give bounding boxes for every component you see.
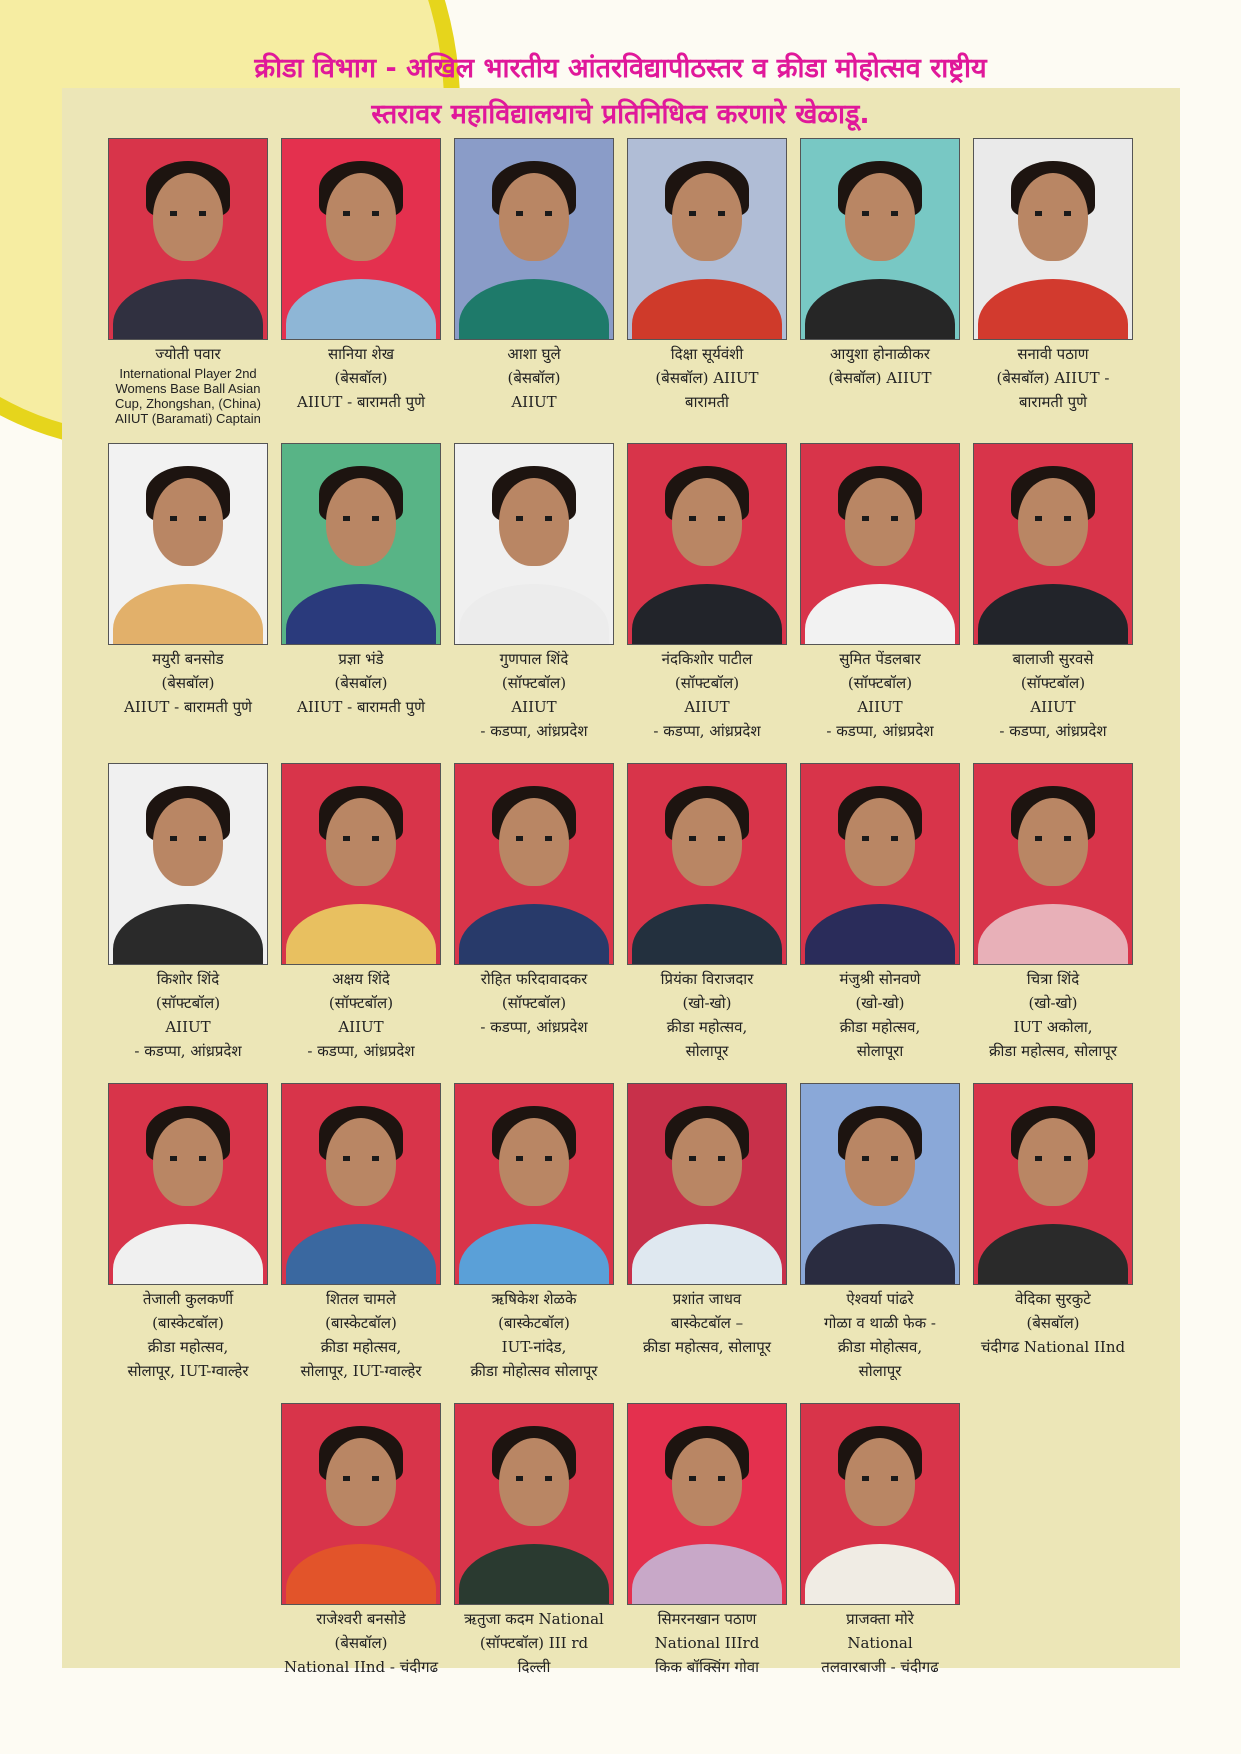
player-detail: क्रीडा महोत्सव, [320, 1338, 402, 1356]
player-detail: AIIUT - बारामती पुणे [297, 393, 425, 411]
title-line-1: क्रीडा विभाग - अखिल भारतीय आंतरविद्यापीठस्तर व क्रीडा मोहोत्सव राष्ट्रीय [254, 53, 987, 84]
player-detail: (बेसबॉल) [507, 369, 561, 387]
photo-body [632, 1544, 782, 1605]
player-name: सानिया शेख [327, 345, 395, 363]
player-name: ऋषिकेश शेळके [491, 1290, 577, 1308]
photo-head [672, 798, 742, 886]
player-detail: AIIUT [1030, 698, 1076, 716]
photo-eyes [862, 836, 898, 841]
photo-eyes [1035, 836, 1071, 841]
player-detail: (बेसबॉल) [334, 369, 388, 387]
photo-head [153, 478, 223, 566]
photo-head [845, 798, 915, 886]
photo-body [113, 904, 263, 965]
photo-eyes [170, 1156, 206, 1161]
photo-head [845, 1118, 915, 1206]
photo-head [153, 173, 223, 261]
photo-body [978, 279, 1128, 340]
player-detail: (बेसबॉल) [334, 674, 388, 692]
photo-eyes [343, 1476, 379, 1481]
player-card [454, 763, 614, 1039]
player-detail: क्रीडा महोत्सव, [147, 1338, 229, 1356]
player-detail: AIIUT [857, 698, 903, 716]
player-name: राजेश्वरी बनसोडे [316, 1610, 406, 1628]
player-detail: तलवारबाजी - चंदीगढ [821, 1658, 939, 1676]
player-photo [281, 443, 441, 645]
player-name: ऋतुजा कदम National [464, 1610, 604, 1628]
player-card [454, 138, 614, 414]
player-detail: - कडप्पा, आंध्रप्रदेश [999, 722, 1107, 740]
player-detail: (सॉफ्टबॉल) [501, 674, 567, 692]
player-photo [281, 763, 441, 965]
player-detail: National IIIrd [654, 1634, 760, 1652]
player-detail: (बास्केटबॉल) [152, 1314, 224, 1332]
photo-body [632, 279, 782, 340]
player-detail: - कडप्पा, आंध्रप्रदेश [653, 722, 761, 740]
player-detail: (सॉफ्टबॉल) [155, 994, 221, 1012]
photo-body [286, 904, 436, 965]
photo-body [459, 1224, 609, 1285]
photo-body [632, 584, 782, 645]
player-card [800, 1083, 960, 1383]
player-card [454, 443, 614, 743]
photo-eyes [516, 211, 552, 216]
player-name: आशा घुले [507, 345, 561, 363]
player-detail: (बेसबॉल) AIIUT [655, 369, 759, 387]
photo-body [113, 279, 263, 340]
player-photo [627, 763, 787, 965]
player-detail: (खो-खो) [855, 994, 905, 1012]
photo-eyes [689, 516, 725, 521]
player-detail: - कडप्पा, आंध्रप्रदेश [307, 1042, 415, 1060]
player-name: मंजुश्री सोनवणे [839, 970, 921, 988]
player-detail: AIIUT [165, 1018, 211, 1036]
player-card [800, 138, 960, 390]
photo-body [978, 904, 1128, 965]
player-card [281, 443, 441, 719]
player-detail: (बेसबॉल) [334, 1634, 388, 1652]
photo-eyes [343, 516, 379, 521]
photo-head [1018, 173, 1088, 261]
player-detail: IUT अकोला, [1013, 1018, 1093, 1036]
player-photo [973, 443, 1133, 645]
player-detail: क्रीडा महोत्सव, [666, 1018, 748, 1036]
player-name: सुमित पेंडलबार [839, 650, 921, 668]
player-name: दिक्षा सूर्यवंशी [670, 345, 744, 363]
player-detail: (सॉफ्टबॉल) [674, 674, 740, 692]
photo-body [459, 904, 609, 965]
player-photo [454, 443, 614, 645]
player-card [627, 138, 787, 414]
player-photo [281, 138, 441, 340]
photo-eyes [343, 1156, 379, 1161]
photo-eyes [1035, 211, 1071, 216]
player-card [454, 1403, 614, 1679]
photo-body [805, 1544, 955, 1605]
title-line-2: स्तरावर महाविद्यालयाचे प्रतिनिधित्व करणारे खेळाडू. [371, 99, 870, 130]
photo-eyes [689, 836, 725, 841]
photo-head [672, 1438, 742, 1526]
photo-body [805, 904, 955, 965]
player-detail: क्रीडा महोत्सव, सोलापूर [989, 1042, 1117, 1060]
photo-head [326, 798, 396, 886]
player-card [973, 443, 1133, 743]
player-detail: सोलापूर [685, 1042, 729, 1060]
photo-eyes [689, 1476, 725, 1481]
photo-head [326, 478, 396, 566]
player-card [281, 1083, 441, 1383]
player-detail: (सॉफ्टबॉल) [328, 994, 394, 1012]
photo-head [326, 1438, 396, 1526]
photo-head [499, 798, 569, 886]
player-detail: सोलापूर, IUT-ग्वाल्हेर [300, 1362, 422, 1380]
player-detail: सोलापूरा [856, 1042, 904, 1060]
photo-eyes [862, 516, 898, 521]
photo-body [286, 1544, 436, 1605]
player-name: किशोर शिंदे [156, 970, 220, 988]
photo-eyes [170, 211, 206, 216]
player-detail: क्रीडा मोहोत्सव, [837, 1338, 923, 1356]
player-detail: National IInd - चंदीगढ [283, 1658, 439, 1676]
photo-eyes [862, 1476, 898, 1481]
player-photo [800, 443, 960, 645]
photo-body [805, 584, 955, 645]
photo-head [845, 478, 915, 566]
photo-body [459, 1544, 609, 1605]
player-detail: क्रीडा मोहोत्सव सोलापूर [470, 1362, 598, 1380]
player-detail: चंदीगढ National IInd [980, 1338, 1126, 1356]
player-detail: (खो-खो) [1028, 994, 1078, 1012]
player-detail: बास्केटबॉल – [670, 1314, 744, 1332]
photo-body [459, 584, 609, 645]
photo-head [1018, 1118, 1088, 1206]
player-photo [627, 443, 787, 645]
player-detail: (बेसबॉल) [1026, 1314, 1080, 1332]
photo-eyes [343, 211, 379, 216]
player-photo [281, 1403, 441, 1605]
player-name: वेदिका सुरकुटे [1015, 1290, 1091, 1308]
player-photo [973, 1083, 1133, 1285]
photo-eyes [689, 211, 725, 216]
photo-head [326, 1118, 396, 1206]
photo-eyes [516, 516, 552, 521]
page-title [0, 46, 1241, 138]
photo-head [672, 1118, 742, 1206]
player-detail: AIIUT - बारामती पुणे [124, 698, 252, 716]
player-photo [627, 1083, 787, 1285]
photo-head [499, 478, 569, 566]
player-photo [454, 763, 614, 965]
player-name: नंदकिशोर पाटील [661, 650, 753, 668]
photo-eyes [1035, 1156, 1071, 1161]
photo-head [672, 173, 742, 261]
photo-body [286, 1224, 436, 1285]
player-photo [627, 1403, 787, 1605]
player-card [800, 763, 960, 1063]
player-card [800, 443, 960, 743]
player-detail: (सॉफ्टबॉल) III rd [479, 1634, 589, 1652]
player-detail: AIIUT [511, 698, 557, 716]
photo-head [153, 798, 223, 886]
player-photo [800, 763, 960, 965]
player-name: प्रज्ञा भंडे [338, 650, 384, 668]
player-detail: National [847, 1634, 913, 1652]
photo-head [845, 1438, 915, 1526]
player-detail: सोलापूर, IUT-ग्वाल्हेर [127, 1362, 249, 1380]
photo-body [459, 279, 609, 340]
player-photo [281, 1083, 441, 1285]
photo-head [1018, 798, 1088, 886]
player-card [627, 443, 787, 743]
player-photo [454, 138, 614, 340]
player-card [281, 763, 441, 1063]
photo-eyes [516, 836, 552, 841]
player-photo [627, 138, 787, 340]
photo-body [978, 584, 1128, 645]
player-photo [108, 1083, 268, 1285]
player-card [108, 1083, 268, 1383]
player-card [454, 1083, 614, 1383]
player-photo [454, 1403, 614, 1605]
player-photo [800, 1403, 960, 1605]
player-name: तेजाली कुलकर्णी [142, 1290, 234, 1308]
photo-eyes [689, 1156, 725, 1161]
player-detail: AIIUT [338, 1018, 384, 1036]
player-name: ऐश्वर्या पांढरे [846, 1290, 914, 1308]
player-detail: (बास्केटबॉल) [325, 1314, 397, 1332]
player-card [108, 763, 268, 1063]
player-photo [973, 138, 1133, 340]
player-name: अक्षय शिंदे [332, 970, 390, 988]
player-card [108, 443, 268, 719]
player-name: प्रशांत जाधव [672, 1290, 742, 1308]
player-card [973, 1083, 1133, 1359]
player-photo [454, 1083, 614, 1285]
player-detail: सोलापूर [858, 1362, 902, 1380]
photo-head [326, 173, 396, 261]
photo-body [978, 1224, 1128, 1285]
player-photo [800, 138, 960, 340]
player-photo [973, 763, 1133, 965]
player-detail: (सॉफ्टबॉल) [847, 674, 913, 692]
player-detail: किक बॉक्सिंग गोवा [654, 1658, 760, 1676]
player-detail: बारामती पुणे [1018, 393, 1087, 411]
player-detail: - कडप्पा, आंध्रप्रदेश [134, 1042, 242, 1060]
player-card [973, 763, 1133, 1063]
photo-body [286, 279, 436, 340]
player-photo [108, 138, 268, 340]
player-name: बालाजी सुरवसे [1012, 650, 1094, 668]
player-card [973, 138, 1133, 414]
photo-body [113, 1224, 263, 1285]
player-name: मयुरी बनसोड [152, 650, 224, 668]
player-name: चित्रा शिंदे [1026, 970, 1080, 988]
player-detail: AIIUT [684, 698, 730, 716]
player-name: सनावी पठाण [1017, 345, 1089, 363]
photo-eyes [343, 836, 379, 841]
player-detail: International Player 2nd Womens Base Ball Asian Cup, Zhongshan, (China) AIIUT (Baramati) Captain [115, 366, 261, 426]
photo-body [632, 904, 782, 965]
photo-head [1018, 478, 1088, 566]
player-card [108, 138, 268, 426]
player-card [281, 1403, 441, 1679]
player-name: गुणपाल शिंदे [499, 650, 569, 668]
player-detail: (बास्केटबॉल) [498, 1314, 570, 1332]
photo-body [632, 1224, 782, 1285]
player-card [281, 138, 441, 414]
player-detail: दिल्ली [517, 1658, 551, 1676]
photo-head [499, 1438, 569, 1526]
player-detail: (बेसबॉल) AIIUT - [996, 369, 1110, 387]
player-detail: AIIUT [511, 393, 557, 411]
player-detail: क्रीडा महोत्सव, [839, 1018, 921, 1036]
player-name: ज्योती पवार [155, 345, 221, 363]
photo-body [286, 584, 436, 645]
player-detail: - कडप्पा, आंध्रप्रदेश [826, 722, 934, 740]
photo-eyes [170, 836, 206, 841]
player-name: रोहित फरिदावादकर [480, 970, 588, 988]
player-card [627, 1083, 787, 1359]
player-photo [800, 1083, 960, 1285]
player-card [627, 763, 787, 1063]
photo-eyes [1035, 516, 1071, 521]
photo-eyes [516, 1156, 552, 1161]
photo-eyes [170, 516, 206, 521]
player-name: आयुशा होनाळीकर [830, 345, 930, 363]
player-name: शितल चामले [325, 1290, 397, 1308]
player-detail: (बेसबॉल) [161, 674, 215, 692]
player-detail: - कडप्पा, आंध्रप्रदेश [480, 1018, 588, 1036]
photo-body [805, 279, 955, 340]
player-detail: (सॉफ्टबॉल) [501, 994, 567, 1012]
player-detail: (खो-खो) [682, 994, 732, 1012]
photo-eyes [516, 1476, 552, 1481]
player-detail: (बेसबॉल) AIIUT [828, 369, 932, 387]
photo-eyes [862, 1156, 898, 1161]
player-detail: AIIUT - बारामती पुणे [297, 698, 425, 716]
photo-eyes [862, 211, 898, 216]
player-detail: IUT-नांदेड, [501, 1338, 567, 1356]
player-photo [108, 763, 268, 965]
player-detail: बारामती [685, 393, 729, 411]
photo-head [845, 173, 915, 261]
photo-head [499, 1118, 569, 1206]
player-card [800, 1403, 960, 1679]
photo-body [805, 1224, 955, 1285]
player-name: प्राजक्ता मोरे [846, 1610, 914, 1628]
player-name: प्रियंका विराजदार [660, 970, 754, 988]
photo-head [153, 1118, 223, 1206]
player-photo [108, 443, 268, 645]
player-detail: गोळा व थाळी फेक - [824, 1314, 936, 1332]
player-detail: (सॉफ्टबॉल) [1020, 674, 1086, 692]
photo-head [499, 173, 569, 261]
player-detail: - कडप्पा, आंध्रप्रदेश [480, 722, 588, 740]
player-card [627, 1403, 787, 1679]
player-detail: क्रीडा महोत्सव, सोलापूर [643, 1338, 771, 1356]
photo-body [113, 584, 263, 645]
photo-head [672, 478, 742, 566]
player-name: सिमरनखान पठाण [657, 1610, 757, 1628]
